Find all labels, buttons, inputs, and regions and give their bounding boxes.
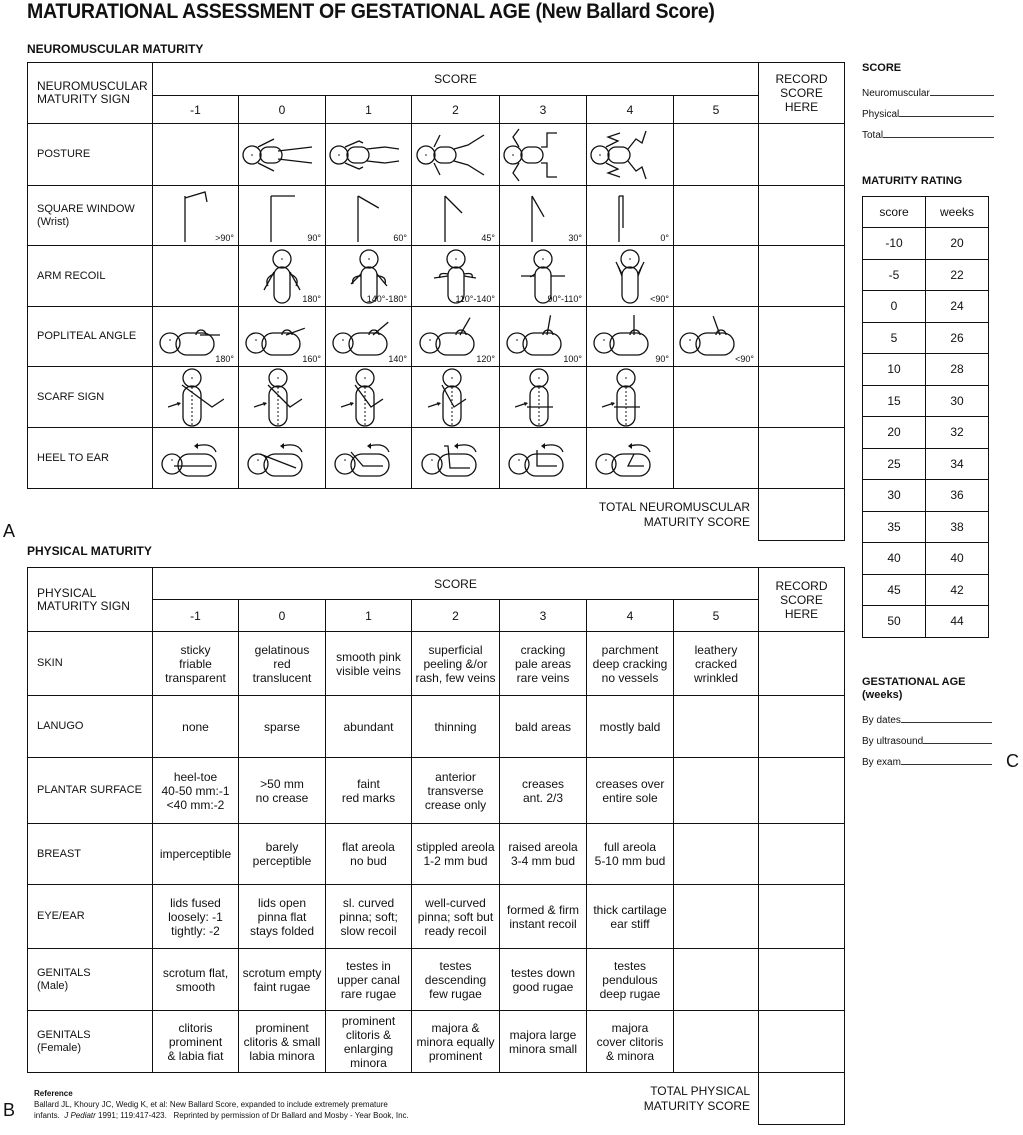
rating-score: -5 — [863, 259, 926, 291]
criterion-cell[interactable]: lids fused loosely: -1 tightly: -2 — [153, 885, 239, 949]
record-score-cell[interactable] — [759, 758, 845, 824]
score-cell[interactable] — [587, 246, 674, 307]
score-cell[interactable] — [500, 186, 587, 246]
field-row — [862, 128, 994, 149]
maturity-rating-row — [863, 354, 989, 386]
score-cell[interactable] — [326, 246, 412, 307]
square-window-figure-icon — [518, 188, 568, 244]
field-input[interactable] — [899, 107, 994, 117]
physical-score-col: 0 — [239, 600, 326, 632]
criterion-cell[interactable]: gelatinous red translucent — [239, 632, 326, 696]
reference-line-1: Ballard JL, Khoury JC, Wedig K, et al: New Ballard Score, expanded to include extremely premature — [34, 1100, 388, 1109]
criterion-cell[interactable]: raised areola 3-4 mm bud — [500, 824, 587, 885]
score-cell[interactable] — [500, 367, 587, 428]
criterion-cell[interactable]: barely perceptible — [239, 824, 326, 885]
scarf-sign-figure-icon — [254, 367, 310, 427]
neuromuscular-score-col: 5 — [674, 96, 759, 124]
rating-score: 10 — [863, 354, 926, 386]
score-cell[interactable] — [587, 186, 674, 246]
criterion-cell[interactable]: flat areola no bud — [326, 824, 412, 885]
angle-label: 110°-140° — [455, 293, 495, 304]
posture-figure-icon — [329, 127, 409, 183]
angle-label: 100° — [563, 353, 582, 364]
maturity-rating-row — [863, 480, 989, 512]
reference-heading: Reference — [34, 1089, 73, 1098]
field-input[interactable] — [883, 128, 994, 138]
criterion-cell[interactable]: superficial peeling &/or rash, few veins — [412, 632, 500, 696]
criterion-cell[interactable]: cracking pale areas rare veins — [500, 632, 587, 696]
score-cell[interactable] — [674, 186, 759, 246]
criterion-cell[interactable]: sl. curved pinna; soft; slow recoil — [326, 885, 412, 949]
criterion-cell[interactable]: majora cover clitoris & minora — [587, 1011, 674, 1073]
record-score-cell[interactable] — [759, 307, 845, 367]
score-cell[interactable] — [326, 367, 412, 428]
angle-label: <90° — [735, 353, 754, 364]
panel-letter-c: C — [1006, 751, 1019, 771]
score-cell[interactable] — [500, 428, 587, 489]
record-score-cell[interactable] — [759, 367, 845, 428]
rating-weeks: 30 — [926, 385, 989, 417]
physical-score-col: 3 — [500, 600, 587, 632]
maturity-rating-row — [863, 385, 989, 417]
score-cell[interactable] — [153, 186, 239, 246]
rating-weeks: 40 — [926, 543, 989, 575]
criterion-cell[interactable]: smooth pink visible veins — [326, 632, 412, 696]
angle-label: 90° — [307, 232, 321, 243]
score-cell[interactable] — [326, 124, 412, 186]
physical-table — [27, 567, 845, 1125]
field-row — [862, 86, 994, 107]
score-cell[interactable] — [412, 246, 500, 307]
score-cell[interactable] — [587, 367, 674, 428]
criterion-cell[interactable]: anterior transverse crease only — [412, 758, 500, 824]
criterion-cell[interactable]: scrotum flat, smooth — [153, 949, 239, 1011]
angle-label: >90° — [215, 232, 234, 243]
sign-label: EYE/EAR — [28, 885, 153, 949]
maturity-rating-col-header: weeks — [926, 197, 989, 228]
criterion-cell[interactable]: thick cartilage ear stiff — [587, 885, 674, 949]
rating-weeks: 24 — [926, 291, 989, 323]
criterion-cell[interactable]: prominent clitoris & enlarging minora — [326, 1011, 412, 1073]
physical-row — [28, 758, 845, 824]
score-cell[interactable] — [587, 428, 674, 489]
sign-label: LANUGO — [28, 696, 153, 758]
score-cell[interactable] — [412, 186, 500, 246]
score-cell[interactable] — [412, 367, 500, 428]
score-cell[interactable] — [326, 428, 412, 489]
total-physical-label: TOTAL PHYSICAL MATURITY SCORE — [643, 1083, 750, 1113]
square-window-figure-icon — [171, 188, 221, 244]
sign-label: ARM RECOIL — [28, 246, 153, 307]
neuromuscular-section-title: NEUROMUSCULAR MATURITY — [27, 42, 204, 56]
score-cell[interactable] — [412, 124, 500, 186]
criterion-cell[interactable] — [674, 949, 759, 1011]
score-cell[interactable] — [326, 307, 412, 367]
score-cell[interactable] — [674, 124, 759, 186]
arm-recoil-figure-icon — [258, 248, 306, 304]
neuromuscular-score-col: -1 — [153, 96, 239, 124]
neuromuscular-score-col: 2 — [412, 96, 500, 124]
neuromuscular-sign-header: NEUROMUSCULAR MATURITY SIGN — [28, 63, 153, 124]
rating-score: 30 — [863, 480, 926, 512]
sign-label: SCARF SIGN — [28, 367, 153, 428]
criterion-cell[interactable]: bald areas — [500, 696, 587, 758]
rating-score: 45 — [863, 574, 926, 606]
neuromuscular-row-square-window — [28, 186, 845, 246]
record-score-cell[interactable] — [759, 428, 845, 489]
rating-weeks: 20 — [926, 228, 989, 260]
field-label: By exam — [862, 757, 901, 768]
rating-score: -10 — [863, 228, 926, 260]
sign-label: BREAST — [28, 824, 153, 885]
sign-label: HEEL TO EAR — [28, 428, 153, 489]
criterion-cell[interactable]: none — [153, 696, 239, 758]
heel-to-ear-figure-icon — [420, 436, 492, 480]
sign-label: POSTURE — [28, 124, 153, 186]
score-cell[interactable] — [239, 186, 326, 246]
record-score-cell[interactable] — [759, 824, 845, 885]
neuromuscular-record-header: RECORD SCORE HERE — [759, 63, 845, 124]
score-cell[interactable] — [587, 307, 674, 367]
field-input[interactable] — [930, 86, 994, 96]
physical-score-col: 5 — [674, 600, 759, 632]
criterion-cell[interactable]: mostly bald — [587, 696, 674, 758]
neuromuscular-score-header: SCORE — [153, 63, 759, 96]
neuromuscular-row-arm-recoil — [28, 246, 845, 307]
criterion-cell[interactable]: lids open pinna flat stays folded — [239, 885, 326, 949]
criterion-cell[interactable]: heel-toe 40-50 mm:-1 <40 mm:-2 — [153, 758, 239, 824]
criterion-cell[interactable]: majora large minora small — [500, 1011, 587, 1073]
score-cell[interactable] — [326, 186, 412, 246]
field-row — [862, 713, 992, 734]
criterion-cell[interactable]: testes descending few rugae — [412, 949, 500, 1011]
sign-label: GENITALS (Female) — [28, 1011, 153, 1073]
criterion-cell[interactable]: sparse — [239, 696, 326, 758]
sign-label: GENITALS (Male) — [28, 949, 153, 1011]
criterion-cell[interactable]: stippled areola 1-2 mm bud — [412, 824, 500, 885]
maturity-rating-row — [863, 322, 989, 354]
criterion-cell[interactable]: testes down good rugae — [500, 949, 587, 1011]
maturity-rating-col-header: score — [863, 197, 926, 228]
maturity-rating-row — [863, 511, 989, 543]
criterion-cell[interactable]: formed & firm instant recoil — [500, 885, 587, 949]
neuromuscular-score-col: 3 — [500, 96, 587, 124]
record-score-cell[interactable] — [759, 696, 845, 758]
angle-label: 60° — [393, 232, 407, 243]
posture-figure-icon — [590, 127, 670, 183]
scarf-sign-figure-icon — [428, 367, 484, 427]
criterion-cell[interactable]: faint red marks — [326, 758, 412, 824]
gestational-age-fields — [862, 713, 992, 776]
field-label: By dates — [862, 715, 901, 726]
physical-row — [28, 696, 845, 758]
criterion-cell[interactable]: well-curved pinna; soft but ready recoil — [412, 885, 500, 949]
field-label: Total — [862, 130, 884, 141]
square-window-figure-icon — [257, 188, 307, 244]
square-window-figure-icon — [431, 188, 481, 244]
record-score-cell[interactable] — [759, 949, 845, 1011]
scarf-sign-figure-icon — [602, 367, 658, 427]
physical-section-title: PHYSICAL MATURITY — [27, 544, 152, 558]
criterion-cell[interactable]: full areola 5-10 mm bud — [587, 824, 674, 885]
maturity-rating-row — [863, 291, 989, 323]
physical-score-header: SCORE — [153, 568, 759, 600]
criterion-cell[interactable]: scrotum empty faint rugae — [239, 949, 326, 1011]
gestational-age-subheading: (weeks) — [862, 689, 903, 701]
physical-score-col: 2 — [412, 600, 500, 632]
score-cell[interactable] — [153, 307, 239, 367]
record-score-cell[interactable] — [759, 246, 845, 307]
angle-label: 120° — [476, 353, 495, 364]
field-row — [862, 755, 992, 776]
angle-label: 180° — [302, 293, 321, 304]
rating-weeks: 34 — [926, 448, 989, 480]
total-physical-score-cell[interactable] — [759, 1073, 845, 1125]
score-cell[interactable] — [239, 246, 326, 307]
score-cell[interactable] — [239, 307, 326, 367]
record-score-cell[interactable] — [759, 186, 845, 246]
score-cell[interactable] — [674, 367, 759, 428]
score-cell[interactable] — [500, 246, 587, 307]
heel-to-ear-figure-icon — [246, 436, 318, 480]
angle-label: 0° — [660, 232, 669, 243]
angle-label: 160° — [302, 353, 321, 364]
rating-score: 35 — [863, 511, 926, 543]
sign-label: SKIN — [28, 632, 153, 696]
panel-letter-b: B — [3, 1100, 16, 1120]
rating-weeks: 28 — [926, 354, 989, 386]
maturity-rating-row — [863, 228, 989, 260]
angle-label: 90°-110° — [547, 293, 582, 304]
field-label: Neuromuscular — [862, 88, 930, 99]
score-cell[interactable] — [239, 367, 326, 428]
reference-journal: J Pediatr — [64, 1111, 96, 1120]
angle-label: 140°-180° — [366, 293, 407, 304]
score-cell[interactable] — [500, 307, 587, 367]
score-cell[interactable] — [239, 124, 326, 186]
criterion-cell[interactable]: testes pendulous deep rugae — [587, 949, 674, 1011]
neuromuscular-row-popliteal-angle — [28, 307, 845, 367]
rating-score: 5 — [863, 322, 926, 354]
criterion-cell[interactable] — [674, 885, 759, 949]
rating-score: 50 — [863, 606, 926, 638]
physical-row — [28, 885, 845, 949]
criterion-cell[interactable]: creases over entire sole — [587, 758, 674, 824]
criterion-cell[interactable]: abundant — [326, 696, 412, 758]
angle-label: 140° — [388, 353, 407, 364]
criterion-cell[interactable]: parchment deep cracking no vessels — [587, 632, 674, 696]
sign-label: SQUARE WINDOW (Wrist) — [28, 186, 153, 246]
score-cell[interactable] — [674, 428, 759, 489]
square-window-figure-icon — [344, 188, 394, 244]
maturity-rating-row — [863, 574, 989, 606]
score-cell[interactable] — [153, 367, 239, 428]
rating-weeks: 32 — [926, 417, 989, 449]
record-score-cell[interactable] — [759, 632, 845, 696]
neuromuscular-table — [27, 62, 845, 541]
maturity-rating-table — [862, 196, 989, 638]
score-cell[interactable] — [674, 246, 759, 307]
heel-to-ear-figure-icon — [333, 436, 405, 480]
score-cell[interactable] — [412, 428, 500, 489]
reference-line2-pre: infants. — [34, 1111, 65, 1120]
gestational-age-heading: GESTATIONAL AGE — [862, 676, 966, 688]
rating-score: 40 — [863, 543, 926, 575]
criterion-cell[interactable]: prominent clitoris & small labia minora — [239, 1011, 326, 1073]
rating-weeks: 26 — [926, 322, 989, 354]
score-cell[interactable] — [674, 307, 759, 367]
score-cell[interactable] — [153, 428, 239, 489]
criterion-cell[interactable]: imperceptible — [153, 824, 239, 885]
rating-score: 25 — [863, 448, 926, 480]
criterion-cell[interactable]: clitoris prominent & labia fiat — [153, 1011, 239, 1073]
physical-row — [28, 824, 845, 885]
angle-label: 90° — [655, 353, 669, 364]
physical-row — [28, 632, 845, 696]
score-cell[interactable] — [153, 124, 239, 186]
criterion-cell[interactable]: thinning — [412, 696, 500, 758]
criterion-cell[interactable] — [674, 824, 759, 885]
heel-to-ear-figure-icon — [594, 436, 666, 480]
field-input[interactable] — [901, 713, 992, 723]
score-cell[interactable] — [412, 307, 500, 367]
score-cell[interactable] — [500, 124, 587, 186]
field-label: By ultrasound — [862, 736, 924, 747]
criterion-cell[interactable]: sticky friable transparent — [153, 632, 239, 696]
neuromuscular-score-col: 0 — [239, 96, 326, 124]
rating-weeks: 38 — [926, 511, 989, 543]
square-window-figure-icon — [605, 188, 655, 244]
maturity-rating-row — [863, 259, 989, 291]
field-label: Physical — [862, 109, 900, 120]
page-title: MATURATIONAL ASSESSMENT OF GESTATIONAL AGE (New Ballard Score) — [27, 0, 715, 23]
field-row — [862, 734, 992, 755]
criterion-cell[interactable] — [674, 696, 759, 758]
physical-sign-header: PHYSICAL MATURITY SIGN — [28, 568, 153, 632]
neuromuscular-row-scarf-sign — [28, 367, 845, 428]
criterion-cell[interactable] — [674, 1011, 759, 1073]
angle-label: 45° — [481, 232, 495, 243]
criterion-cell[interactable]: >50 mm no crease — [239, 758, 326, 824]
criterion-cell[interactable]: testes in upper canal rare rugae — [326, 949, 412, 1011]
physical-row — [28, 949, 845, 1011]
physical-row — [28, 1011, 845, 1073]
physical-score-col: 1 — [326, 600, 412, 632]
score-summary-heading: SCORE — [862, 62, 902, 74]
total-neuromuscular-label: TOTAL NEUROMUSCULAR MATURITY SCORE — [598, 499, 750, 529]
score-cell[interactable] — [239, 428, 326, 489]
record-score-cell[interactable] — [759, 1011, 845, 1073]
neuromuscular-row-posture — [28, 124, 845, 186]
rating-weeks: 44 — [926, 606, 989, 638]
scarf-sign-figure-icon — [515, 367, 571, 427]
rating-weeks: 42 — [926, 574, 989, 606]
maturity-rating-row — [863, 543, 989, 575]
posture-figure-icon — [503, 127, 583, 183]
criterion-cell[interactable]: creases ant. 2/3 — [500, 758, 587, 824]
scarf-sign-figure-icon — [341, 367, 397, 427]
sign-label: POPLITEAL ANGLE — [28, 307, 153, 367]
reference-line-2 — [34, 1111, 409, 1121]
angle-label: <90° — [650, 293, 669, 304]
maturity-rating-row — [863, 417, 989, 449]
field-input[interactable] — [923, 734, 992, 744]
criterion-cell[interactable]: leathery cracked wrinkled — [674, 632, 759, 696]
sign-label: PLANTAR SURFACE — [28, 758, 153, 824]
score-cell[interactable] — [587, 124, 674, 186]
rating-weeks: 36 — [926, 480, 989, 512]
scarf-sign-figure-icon — [168, 367, 224, 427]
criterion-cell[interactable] — [674, 758, 759, 824]
rating-score: 0 — [863, 291, 926, 323]
maturity-rating-row — [863, 448, 989, 480]
angle-label: 30° — [568, 232, 582, 243]
reference-line2-post: 1991; 119:417-423. Reprinted by permission of Dr Ballard and Mosby - Year Book, Inc. — [95, 1111, 409, 1120]
total-neuromuscular-score-cell[interactable] — [759, 489, 845, 541]
physical-record-header: RECORD SCORE HERE — [759, 568, 845, 632]
maturity-rating-row — [863, 606, 989, 638]
rating-score: 20 — [863, 417, 926, 449]
posture-figure-icon — [242, 127, 322, 183]
posture-figure-icon — [416, 127, 496, 183]
neuromuscular-row-heel-to-ear — [28, 428, 845, 489]
rating-score: 15 — [863, 385, 926, 417]
physical-score-col: -1 — [153, 600, 239, 632]
criterion-cell[interactable]: majora & minora equally prominent — [412, 1011, 500, 1073]
field-input[interactable] — [901, 755, 992, 765]
record-score-cell[interactable] — [759, 124, 845, 186]
maturity-rating-heading: MATURITY RATING — [862, 175, 963, 187]
neuromuscular-score-col: 1 — [326, 96, 412, 124]
score-summary-fields — [862, 86, 994, 149]
physical-score-col: 4 — [587, 600, 674, 632]
score-cell[interactable] — [153, 246, 239, 307]
arm-recoil-figure-icon — [606, 248, 654, 304]
record-score-cell[interactable] — [759, 885, 845, 949]
field-row — [862, 107, 994, 128]
heel-to-ear-figure-icon — [160, 436, 232, 480]
neuromuscular-score-col: 4 — [587, 96, 674, 124]
heel-to-ear-figure-icon — [507, 436, 579, 480]
panel-letter-a: A — [3, 521, 16, 541]
rating-weeks: 22 — [926, 259, 989, 291]
angle-label: 180° — [215, 353, 234, 364]
